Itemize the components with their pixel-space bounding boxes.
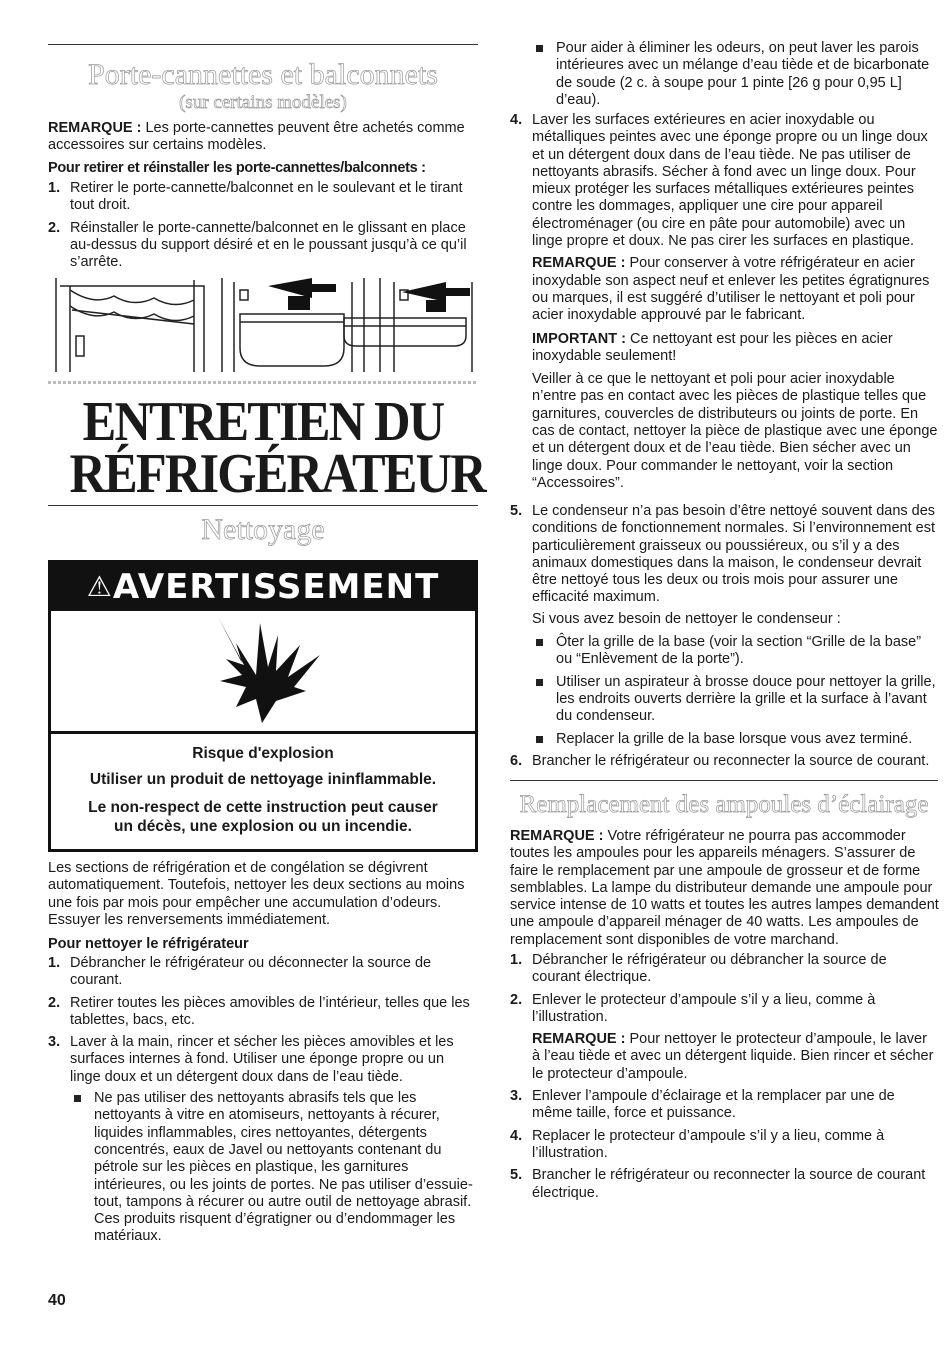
- section-title-bulbs: Remplacement des ampoules d’éclairage: [519, 791, 929, 818]
- warning-consequence: Le non-respect de cette instruction peut causer un décès, une explosion ou un incendie.: [88, 799, 438, 835]
- bulb-steps: [510, 952, 938, 1207]
- list-item: 4. Replacer le protecteur d’ampoule s’il y a lieu, comme à l’illustration.: [510, 1127, 885, 1161]
- main-title-line2: RÉFRIGÉRATEUR: [69, 443, 485, 505]
- list-item: Ôter la grille de la base (voir la section “Grille de la base” ou “Enlèvement de la porte”).: [532, 634, 938, 669]
- condenser-bullets: [532, 634, 938, 748]
- top-rule-left: [48, 44, 478, 45]
- list-item: Ne pas utiliser des nettoyants abrasifs tels que les nettoyants à vitre en atomiseurs, nettoyants à récurer, liquides inflammables, cires nettoyantes, détergents concentrés, eaux de Javel ou nettoyants contenant du pétrole sur les pièces en plastique, les garnitures intérieures, ou les joints de portes. Ne pas utiliser d’essuie-tout, tampons à récurer ou autre outil de nettoyage abrasif. Ces produits risquent d’égratigner ou d’endommager les matériaux.: [70, 1090, 478, 1246]
- list-item: 3. Laver à la main, rincer et sécher les pièces amovibles et les surfaces internes à fond. Utiliser une éponge propre ou un linge doux et un détergent doux dans de l’eau tiède. Ne pas utiliser des nettoyants abrasifs tels que les nettoyants à vitre en atomiseurs, nettoyants à récurer, liquides inflammables, cires nettoyantes, détergents concentrés, eaux de Javel ou nettoyants contenant du pétrole sur les pièces en plastique, les garnitures intérieures, ou les joints de portes. Ne pas utiliser d’essuie-tout, tampons à récurer ou autre outil de nettoyage abrasif. Ces produits risquent d’égratigner ou d’endommager les matériaux.: [48, 1034, 478, 1246]
- list-item: 1. Retirer le porte-cannette/balconnet en le soulevant et le tirant tout droit.: [48, 180, 463, 214]
- list-item: 5. Brancher le réfrigérateur ou reconnecter la source de courant électrique.: [510, 1167, 926, 1201]
- remark-bulbs: REMARQUE : Votre réfrigérateur ne pourra pas accommoder toutes les ampoules pour les appareils ménagers. S’assurer de faire le remplacement par une ampoule de grosseur et de forme semblables. La lampe du distributeur demande une ampoule pour service intense de 10 watts et toutes les autres lampes demandent une ampoule d’appareil ménager de 40 watts. Les ampoules de remplacement sont disponibles de votre marchand.: [510, 828, 939, 948]
- section-title-can-holders: Porte-cannettes et balconnets: [88, 58, 438, 91]
- list-item: 2. Retirer toutes les pièces amovibles de l’intérieur, telles que les tablettes, bacs, etc.: [48, 994, 470, 1028]
- warning-box: [48, 560, 478, 852]
- caution-plastic: Veiller à ce que le nettoyant et poli pour acier inoxydable n’entre pas en contact avec les pièces de plastique telles que garnitures, couvercles de distributeurs ou joints de porte. En cas de contact, nettoyer la pièce de plastique avec une éponge et un détergent doux et de l’eau tiède. Bien sécher avec un linge doux. Pour commander le nettoyant, voir la section “Accessoires”.: [532, 371, 938, 491]
- list-item: 2. Réinstaller le porte-cannette/balconnet en le glissant en place au-dessus du support désiré et en le poussant jusqu’à ce qu’il s’arrête.: [48, 219, 467, 271]
- clean-steps: [48, 955, 478, 1251]
- odor-bullet-list: [510, 40, 938, 114]
- explosion-symbol-area: [51, 611, 475, 734]
- remark-text: Les porte-cannettes peuvent être achetés comme accessoires sur certains modèles.: [48, 120, 465, 154]
- list-item: Utiliser un aspirateur à brosse douce pour nettoyer la grille, les endroits ouverts derrière la grille et la surface à l’avant du condenseur.: [532, 674, 938, 726]
- howto-heading: Pour retirer et réinstaller les porte-cannettes/balconnets :: [48, 160, 426, 176]
- list-item: 4. Laver les surfaces extérieures en acier inoxydable ou métalliques peintes avec une éponge propre ou un linge doux et un détergent doux dans de l’eau tiède. Ne pas utiliser de nettoyants abrasifs. Sécher à fond avec un linge doux. Pour mieux protéger les surfaces métalliques extérieures peintes contre les dommages, appliquer une cire pour appareil électroménager (ou cire en pâte pour automobile) avec un linge propre et doux. Ne pas cirer les surfaces en plastique. REMARQUE : Pour conserver à votre réfrigérateur en acier inoxydable son aspect neuf et enlever les petites égratignures ou marques, il est suggéré d’utiliser le nettoyant et poli pour acier inoxydable approuvé par le fabricant. IMPORTANT : Ce nettoyant est pour les pièces en acier inoxydable seulement! Veiller à ce que le nettoyant et poli pour acier inoxydable n’entre pas en contact avec les pièces de plastique telles que garnitures, couvercles de distributeurs ou joints de porte. En cas de contact, nettoyer la pièce de plastique avec une éponge et un détergent doux et de l’eau tiède. Bien sécher avec un linge doux. Pour commander le nettoyant, voir la section “Accessoires”.: [510, 112, 938, 491]
- door-bin-illustration: [54, 276, 482, 374]
- dotted-divider: [48, 381, 478, 384]
- exterior-step: [510, 112, 938, 497]
- remark-label: REMARQUE :: [48, 120, 142, 136]
- list-item: Replacer la grille de la base lorsque vous avez terminé.: [532, 731, 938, 748]
- condenser-steps: [510, 503, 938, 775]
- warning-hazard: Risque d'explosion: [192, 745, 334, 762]
- clean-bullets: [70, 1090, 478, 1246]
- main-title-line1: ENTRETIEN DU: [82, 391, 444, 453]
- page-number: 40: [48, 1292, 66, 1309]
- explosion-icon: [206, 615, 324, 727]
- intro-defrost: Les sections de réfrigération et de congélation se dégivrent automatiquement. Toutefois, nettoyer les deux sections au moins une fois par mois pour empêcher une accumulation d’odeurs. Essuyer les renversements immédiatement.: [48, 860, 465, 928]
- list-item: 5. Le condenseur n’a pas besoin d’être nettoyé souvent dans des conditions de fonctionnement normales. Si l’environnement est particulièrement graisseux ou poussiéreux, ou s’il y a des animaux domestiques dans la maison, le condenseur devrait être nettoyé tous les deux ou trois mois pour assurer une efficacité maximum. Si vous avez besoin de nettoyer le condenseur : Ôter la grille de la base (voir la section “Grille de la base” ou “Enlèvement de la porte”). Utiliser un aspirateur à brosse douce pour nettoyer la grille, les endroits ouverts derrière la grille et la surface à l’avant du condenseur. Replacer la grille de la base lorsque vous avez terminé.: [510, 503, 938, 748]
- remark-stainless: REMARQUE : Pour conserver à votre réfrigérateur en acier inoxydable son aspect neuf et enlever les petites égratignures ou marques, il est suggéré d’utiliser le nettoyant et poli pour acier inoxydable approuvé par le fabricant.: [532, 255, 930, 324]
- warning-triangle-icon: ⚠: [86, 570, 113, 603]
- warning-instruction: Utiliser un produit de nettoyage ininflammable.: [89, 771, 437, 788]
- remark-bulb-cover: REMARQUE : Pour nettoyer le protecteur d’ampoule, le laver à l’eau tiède et avec un détergent liquide. Bien rincer et sécher le protecteur d’ampoule.: [532, 1031, 934, 1082]
- list-item: 1. Débrancher le réfrigérateur ou déconnecter la source de courant.: [48, 955, 432, 989]
- howto-steps: [48, 180, 478, 276]
- list-item: 6. Brancher le réfrigérateur ou reconnecter la source de courant.: [510, 752, 930, 769]
- rule-nettoyage: [48, 505, 478, 506]
- clean-heading: Pour nettoyer le réfrigérateur: [48, 936, 249, 952]
- list-item: Pour aider à éliminer les odeurs, on peut laver les parois intérieures avec un mélange d’eau tiède et de bicarbonate de soude (2 c. à soupe pour 1 pinte [26 g pour 0,95 L] d’eau).: [532, 40, 938, 109]
- section-subtitle-models: (sur certains modèles): [179, 92, 347, 113]
- section-title-cleaning: Nettoyage: [201, 513, 325, 546]
- list-item: 1. Débrancher le réfrigérateur ou débrancher la source de courant électrique.: [510, 952, 887, 986]
- rule-bulbs: [510, 780, 938, 781]
- remark-can-holders: [48, 120, 478, 155]
- condenser-sub: Si vous avez besoin de nettoyer le condenseur :: [532, 610, 841, 627]
- list-item: 3. Enlever l’ampoule d’éclairage et la remplacer par une de même taille, force et puissance.: [510, 1088, 895, 1122]
- main-title: [48, 391, 485, 505]
- important-note: IMPORTANT : Ce nettoyant est pour les pièces en acier inoxydable seulement!: [532, 330, 893, 364]
- list-item: 2. Enlever le protecteur d’ampoule s’il y a lieu, comme à l’illustration. REMARQUE : Pour nettoyer le protecteur d’ampoule, le laver à l’eau tiède et avec un détergent liquide. Bien rincer et sécher le protecteur d’ampoule.: [510, 992, 938, 1083]
- warning-header: [51, 563, 475, 611]
- warning-header-label: AVERTISSEMENT: [112, 567, 440, 607]
